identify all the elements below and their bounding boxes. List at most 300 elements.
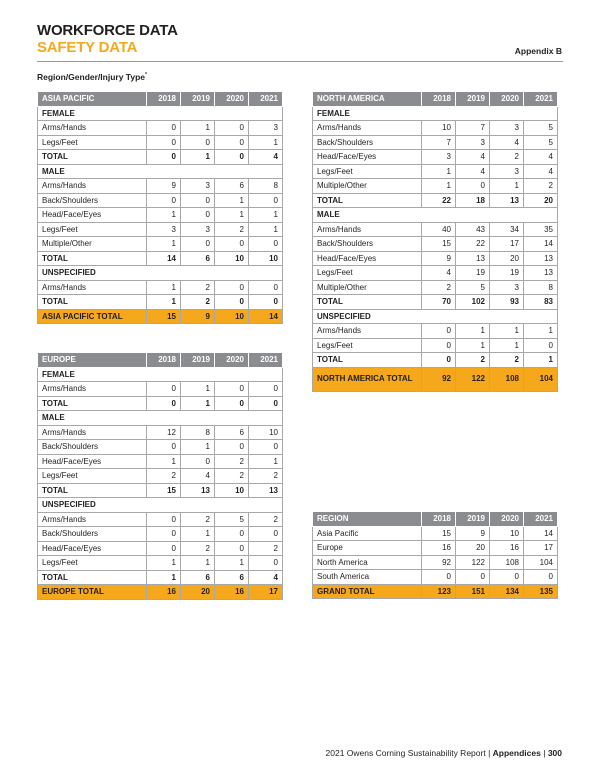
column-header-year: 2018 [147,353,181,368]
value-cell: 0 [147,121,181,136]
section-row [38,106,283,121]
value-cell: 4 [524,150,558,165]
column-header-year: 2019 [181,353,215,368]
section-label: UNSPECIFIED [313,309,558,324]
value-cell: 122 [456,367,490,391]
value-cell: 0 [249,193,283,208]
value-cell: 1 [147,237,181,252]
value-cell: 43 [456,222,490,237]
subtotal-row [38,483,283,498]
value-cell: 104 [524,555,558,570]
value-cell: 2 [181,295,215,310]
value-cell: 16 [215,585,249,600]
row-label: Legs/Feet [38,222,147,237]
row-label: Europe [313,541,422,556]
value-cell: 10 [215,483,249,498]
row-label: Legs/Feet [38,135,147,150]
value-cell: 0 [215,527,249,542]
value-cell: 0 [524,338,558,353]
table-row [38,440,283,455]
value-cell: 15 [422,237,456,252]
value-cell: 0 [215,237,249,252]
value-cell: 1 [249,454,283,469]
section-label: FEMALE [313,106,558,121]
appendix-label: Appendix B [514,46,562,56]
value-cell: 2 [147,469,181,484]
value-cell: 70 [422,295,456,310]
value-cell: 1 [215,208,249,223]
row-label: Arms/Hands [38,512,147,527]
value-cell: 1 [181,556,215,571]
table-row [313,266,558,281]
row-label: Legs/Feet [38,556,147,571]
value-cell: 102 [456,295,490,310]
subtotal-row [38,150,283,165]
value-cell: 0 [422,353,456,368]
row-label: TOTAL [38,251,147,266]
value-cell: 3 [490,164,524,179]
value-cell: 0 [215,440,249,455]
row-label: Legs/Feet [313,266,422,281]
value-cell: 1 [147,556,181,571]
row-label: NORTH AMERICA TOTAL [313,367,422,391]
row-label: TOTAL [38,150,147,165]
table-row [313,237,558,252]
footer-separator: | [488,748,491,758]
row-label: EUROPE TOTAL [38,585,147,600]
europe-table [37,352,283,600]
column-header-year: 2018 [147,92,181,107]
grand-total-row [313,584,558,599]
value-cell: 1 [249,222,283,237]
row-label: TOTAL [38,396,147,411]
table-row [313,555,558,570]
subtotal-row [313,193,558,208]
row-label: Legs/Feet [38,469,147,484]
value-cell: 1 [215,556,249,571]
value-cell: 20 [456,541,490,556]
table-row [38,193,283,208]
subtotal-row [38,295,283,310]
section-row [38,164,283,179]
value-cell: 0 [456,570,490,585]
row-label: Arms/Hands [38,382,147,397]
section-label: MALE [38,411,283,426]
table-row [38,208,283,223]
row-label: Legs/Feet [313,164,422,179]
table-row [313,526,558,541]
value-cell: 0 [249,396,283,411]
row-label: Back/Shoulders [313,135,422,150]
table-row [38,237,283,252]
section-heading [37,72,147,82]
section-row [38,367,283,382]
value-cell: 35 [524,222,558,237]
row-label: TOTAL [38,295,147,310]
value-cell: 2 [249,512,283,527]
value-cell: 34 [490,222,524,237]
value-cell: 0 [422,570,456,585]
row-label: Arms/Hands [38,121,147,136]
value-cell: 22 [456,237,490,252]
asia-pacific-table [37,91,283,324]
footer-page-number: 300 [547,748,562,758]
value-cell: 0 [215,280,249,295]
value-cell: 7 [456,121,490,136]
value-cell: 12 [147,425,181,440]
table-row [313,150,558,165]
value-cell: 6 [215,179,249,194]
grand-total-row [313,367,558,391]
row-label: South America [313,570,422,585]
value-cell: 135 [524,584,558,599]
value-cell: 8 [181,425,215,440]
value-cell: 0 [249,280,283,295]
value-cell: 1 [456,324,490,339]
page-subtitle: SAFETY DATA [37,39,138,56]
section-row [38,266,283,281]
column-header-year: 2021 [249,92,283,107]
value-cell: 2 [422,280,456,295]
value-cell: 1 [181,527,215,542]
table-row [313,251,558,266]
value-cell: 6 [181,251,215,266]
section-label: FEMALE [38,367,283,382]
grand-total-row [38,585,283,600]
value-cell: 0 [147,440,181,455]
value-cell: 0 [215,121,249,136]
value-cell: 3 [490,280,524,295]
value-cell: 20 [524,193,558,208]
value-cell: 4 [490,135,524,150]
value-cell: 0 [147,150,181,165]
value-cell: 4 [181,469,215,484]
value-cell: 14 [249,309,283,324]
table-row [313,324,558,339]
row-label: Arms/Hands [38,280,147,295]
table-row [313,280,558,295]
column-header-year: 2019 [456,512,490,527]
value-cell: 16 [490,541,524,556]
row-label: Back/Shoulders [38,440,147,455]
value-cell: 0 [422,324,456,339]
section-label: UNSPECIFIED [38,498,283,513]
section-label: MALE [38,164,283,179]
footer-separator: | [543,748,546,758]
value-cell: 0 [249,527,283,542]
value-cell: 0 [181,135,215,150]
value-cell: 123 [422,584,456,599]
column-header-category: REGION [313,512,422,527]
section-heading-text: Region/Gender/Injury Type [37,72,145,82]
value-cell: 10 [422,121,456,136]
value-cell: 92 [422,555,456,570]
row-label: GRAND TOTAL [313,584,422,599]
row-label: Back/Shoulders [38,527,147,542]
value-cell: 0 [490,570,524,585]
table-row [38,556,283,571]
value-cell: 19 [490,266,524,281]
value-cell: 1 [147,208,181,223]
value-cell: 17 [490,237,524,252]
region-summary-table [312,511,558,599]
column-header-year: 2018 [422,512,456,527]
value-cell: 20 [181,585,215,600]
value-cell: 2 [181,541,215,556]
value-cell: 1 [147,280,181,295]
value-cell: 0 [181,208,215,223]
value-cell: 19 [456,266,490,281]
row-label: TOTAL [313,295,422,310]
row-label: Head/Face/Eyes [38,541,147,556]
subtotal-row [38,570,283,585]
value-cell: 13 [456,251,490,266]
table-row [38,469,283,484]
table-header-row [313,92,558,107]
subtotal-row [38,251,283,266]
value-cell: 3 [147,222,181,237]
header-divider [37,61,563,62]
value-cell: 3 [249,121,283,136]
value-cell: 0 [249,295,283,310]
value-cell: 1 [215,193,249,208]
value-cell: 5 [524,121,558,136]
value-cell: 13 [181,483,215,498]
value-cell: 5 [215,512,249,527]
table-row [38,382,283,397]
value-cell: 6 [215,425,249,440]
value-cell: 14 [147,251,181,266]
value-cell: 0 [249,382,283,397]
table-row [38,454,283,469]
table-row [38,512,283,527]
subtotal-row [313,353,558,368]
value-cell: 16 [147,585,181,600]
value-cell: 122 [456,555,490,570]
value-cell: 92 [422,367,456,391]
value-cell: 1 [181,121,215,136]
row-label: North America [313,555,422,570]
value-cell: 0 [147,527,181,542]
north-america-table [312,91,558,392]
value-cell: 6 [181,570,215,585]
table-row [313,164,558,179]
section-row [38,498,283,513]
value-cell: 1 [456,338,490,353]
column-header-year: 2021 [524,512,558,527]
row-label: Arms/Hands [313,121,422,136]
value-cell: 16 [422,541,456,556]
value-cell: 17 [249,585,283,600]
value-cell: 1 [490,324,524,339]
value-cell: 2 [490,353,524,368]
value-cell: 2 [181,280,215,295]
value-cell: 10 [215,251,249,266]
row-label: ASIA PACIFIC TOTAL [38,309,147,324]
section-row [313,309,558,324]
column-header-year: 2018 [422,92,456,107]
value-cell: 5 [524,135,558,150]
row-label: Back/Shoulders [38,193,147,208]
value-cell: 4 [422,266,456,281]
value-cell: 1 [249,135,283,150]
value-cell: 0 [215,382,249,397]
table-header-row [313,512,558,527]
row-label: Asia Pacific [313,526,422,541]
value-cell: 20 [490,251,524,266]
value-cell: 0 [147,512,181,527]
column-header-year: 2020 [215,353,249,368]
subtotal-row [38,396,283,411]
row-label: Multiple/Other [38,237,147,252]
row-label: Arms/Hands [313,222,422,237]
value-cell: 0 [215,135,249,150]
table-header-row [38,353,283,368]
value-cell: 5 [456,280,490,295]
value-cell: 0 [456,179,490,194]
value-cell: 2 [215,469,249,484]
value-cell: 1 [490,179,524,194]
value-cell: 14 [524,526,558,541]
table-row [38,121,283,136]
value-cell: 15 [147,309,181,324]
footer-report-name: 2021 Owens Corning Sustainability Report [325,748,486,758]
row-label: Multiple/Other [313,179,422,194]
value-cell: 1 [524,324,558,339]
value-cell: 0 [181,237,215,252]
value-cell: 2 [524,179,558,194]
grand-total-row [38,309,283,324]
value-cell: 1 [490,338,524,353]
value-cell: 0 [215,396,249,411]
value-cell: 0 [524,570,558,585]
value-cell: 1 [422,179,456,194]
table-row [313,135,558,150]
page-footer [326,748,562,758]
table-row [313,179,558,194]
value-cell: 0 [181,454,215,469]
page-title: WORKFORCE DATA [37,22,178,39]
value-cell: 1 [524,353,558,368]
column-header-year: 2021 [249,353,283,368]
value-cell: 1 [147,454,181,469]
value-cell: 1 [181,382,215,397]
value-cell: 2 [249,469,283,484]
value-cell: 108 [490,555,524,570]
value-cell: 4 [456,164,490,179]
row-label: Head/Face/Eyes [313,251,422,266]
value-cell: 13 [490,193,524,208]
value-cell: 0 [249,556,283,571]
value-cell: 2 [490,150,524,165]
table-row [313,338,558,353]
footer-section: Appendices [492,748,541,758]
value-cell: 2 [215,454,249,469]
table-row [38,280,283,295]
value-cell: 2 [249,541,283,556]
value-cell: 15 [147,483,181,498]
value-cell: 13 [524,251,558,266]
value-cell: 1 [249,208,283,223]
table-row [38,179,283,194]
value-cell: 22 [422,193,456,208]
value-cell: 13 [249,483,283,498]
value-cell: 10 [215,309,249,324]
section-label: UNSPECIFIED [38,266,283,281]
column-header-year: 2020 [490,512,524,527]
table-row [313,222,558,237]
value-cell: 0 [181,193,215,208]
value-cell: 3 [181,222,215,237]
value-cell: 13 [524,266,558,281]
row-label: Head/Face/Eyes [313,150,422,165]
value-cell: 6 [215,570,249,585]
value-cell: 17 [524,541,558,556]
value-cell: 1 [181,440,215,455]
table-row [313,570,558,585]
value-cell: 18 [456,193,490,208]
value-cell: 8 [524,280,558,295]
value-cell: 4 [249,150,283,165]
value-cell: 83 [524,295,558,310]
value-cell: 10 [249,251,283,266]
column-header-year: 2020 [490,92,524,107]
column-header-year: 2020 [215,92,249,107]
row-label: TOTAL [38,483,147,498]
value-cell: 1 [181,396,215,411]
value-cell: 3 [490,121,524,136]
value-cell: 3 [181,179,215,194]
value-cell: 0 [147,193,181,208]
table-row [38,425,283,440]
value-cell: 104 [524,367,558,391]
value-cell: 3 [422,150,456,165]
value-cell: 1 [147,570,181,585]
row-label: TOTAL [313,193,422,208]
value-cell: 0 [249,440,283,455]
row-label: Arms/Hands [38,179,147,194]
table-row [313,541,558,556]
value-cell: 10 [249,425,283,440]
row-label: Multiple/Other [313,280,422,295]
row-label: Arms/Hands [38,425,147,440]
value-cell: 8 [249,179,283,194]
value-cell: 40 [422,222,456,237]
value-cell: 9 [181,309,215,324]
value-cell: 0 [147,382,181,397]
table-row [38,541,283,556]
subtotal-row [313,295,558,310]
value-cell: 2 [215,222,249,237]
value-cell: 151 [456,584,490,599]
row-label: Head/Face/Eyes [38,454,147,469]
value-cell: 0 [147,135,181,150]
value-cell: 134 [490,584,524,599]
value-cell: 2 [456,353,490,368]
column-header-year: 2021 [524,92,558,107]
row-label: Head/Face/Eyes [38,208,147,223]
value-cell: 93 [490,295,524,310]
value-cell: 9 [422,251,456,266]
value-cell: 0 [147,396,181,411]
value-cell: 0 [215,150,249,165]
table-header-row [38,92,283,107]
value-cell: 0 [215,295,249,310]
section-label: MALE [313,208,558,223]
table-row [38,135,283,150]
row-label: TOTAL [38,570,147,585]
value-cell: 108 [490,367,524,391]
